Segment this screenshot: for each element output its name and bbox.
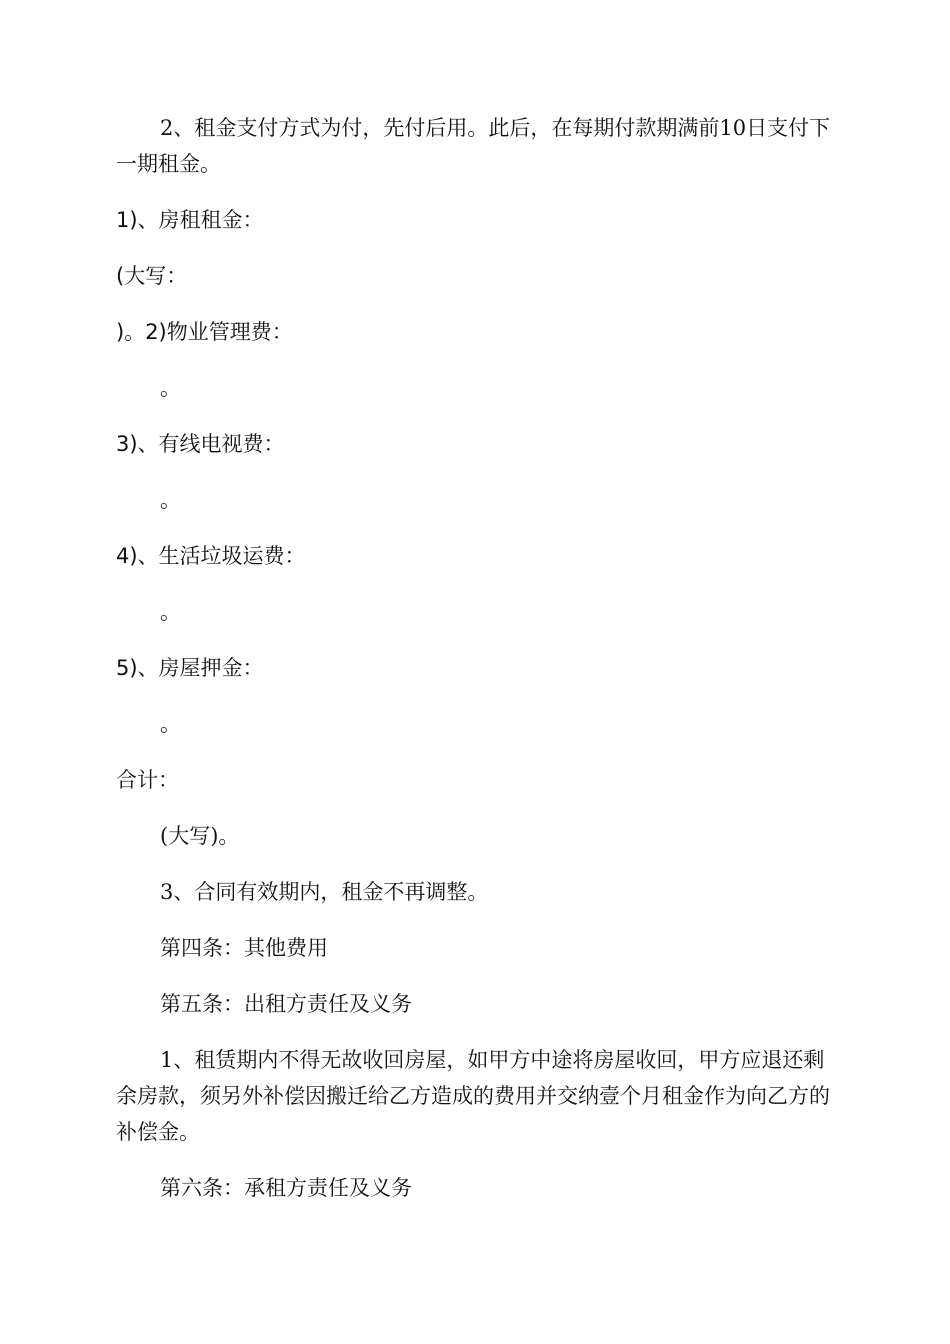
paragraph-deposit-value: 。 [160, 712, 181, 736]
paragraph-total: 合计： [116, 768, 179, 792]
paragraph-cable-tv-fee: 3)、有线电视费： [116, 432, 285, 456]
paragraph-rent: 1)、房租租金： [116, 208, 264, 232]
paragraph-garbage-fee: 4)、生活垃圾运费： [116, 544, 306, 568]
paragraph-property-fee: )。2)物业管理费： [116, 320, 293, 344]
section-article-four: 第四条：其他费用 [160, 936, 328, 960]
section-article-six: 第六条：承租方责任及义务 [160, 1176, 412, 1200]
paragraph-property-fee-value: 。 [160, 376, 181, 400]
document-body [116, 110, 832, 1206]
paragraph-payment-method: 2、租金支付方式为付，先付后用。此后，在每期付款期满前10日支付下一期租金。 [116, 116, 831, 176]
paragraph-total-uppercase: (大写)。 [160, 824, 240, 848]
paragraph-rent-uppercase: (大写： [116, 264, 188, 288]
paragraph-lessor-obligation: 1、租赁期内不得无故收回房屋，如甲方中途将房屋收回，甲方应退还剩余房款，须另外补偿因搬迁给乙方造成的费用并交纳壹个月租金作为向乙方的补偿金。 [116, 1048, 830, 1144]
paragraph-deposit: 5)、房屋押金： [116, 656, 264, 680]
section-article-five: 第五条：出租方责任及义务 [160, 992, 412, 1016]
paragraph-garbage-fee-value: 。 [160, 600, 181, 624]
paragraph-cable-tv-fee-value: 。 [160, 488, 181, 512]
paragraph-rent-adjustment: 3、合同有效期内，租金不再调整。 [160, 880, 489, 904]
